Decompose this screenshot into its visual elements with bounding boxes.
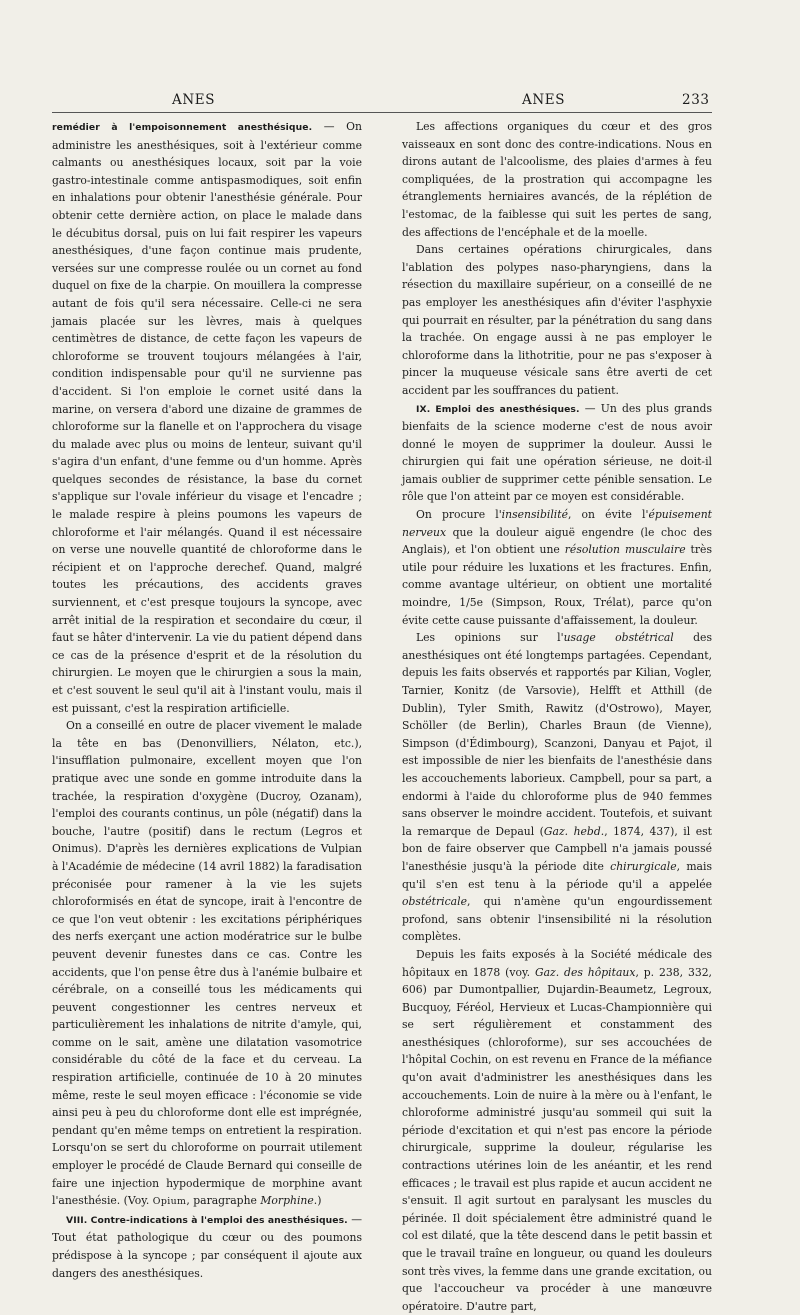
paragraph [402, 629, 712, 946]
italic-term: obstétricale [402, 895, 467, 909]
running-head [0, 92, 800, 112]
italic-citation: Gaz. hebd. [543, 824, 605, 838]
paragraph-text: Dans certaines opérations chirurgicales, dans l'ablation des polypes naso-pharyngiens, dans la résection du maxillaire supérieur, on a conseillé de ne pas employer les anesthésiques afin d'éviter l'asphyxie qui pourrait en résulter, par la pénétration du sang dans la trachée. On engage aussi à ne pas employer le chloroforme dans la lithotritie, pour ne pas s'exposer à pincer la muqueuse vésicale sans être averti de cet accident par les souffrances du patient. [402, 243, 712, 397]
italic-term: usage obstétrical [563, 631, 674, 645]
paragraph [402, 400, 712, 507]
italic-term: insensibilité [501, 508, 568, 522]
right-column [402, 118, 712, 1315]
italic-term: Morphine [260, 1194, 314, 1208]
running-head-left: ANES [172, 92, 216, 108]
paragraph-text: — Un des plus grands bienfaits de la science moderne c'est de nous avoir donné le moyen de supprimer la douleur. Aussi le chirurgien qui fait une opération sérieuse, ne doit-il jamais oublier de supprimer cette pénible sensation. Le rôle que l'on atteint par ce moyen est considérable. [402, 401, 712, 504]
paragraph-text: .) [313, 1194, 322, 1208]
paragraph-text: , p. 238, 332, 606) par Dumontpallier, Dujardin-Beaumetz, Legroux, Bucquoy, Féréol, Hervieux et Lucas-Championnière qui se sert régulièrement et constamment des anesthésiques (chloroforme), sur ses accouchées de l'hôpital Cochin, on est revenu en France de la méfiance qu'on avait d'administrer les anesthésiques dans les accouchements. Loin de nuire à la mère ou à l'enfant, le chloroforme administré jusqu'au sommeil qui suit la période d'excitation et qui n'est pas encore la période chirurgicale, supprime la douleur, régularise les contractions utérines loin de les anéantir, et les rend efficaces ; le travail est plus rapide et aucun accident ne s'ensuit. Il agit surtout en paralysant les muscles du périnée. Il doit spécialement être administré quand le col est dilaté, que la tête descend dans le petit bassin et que le travail traîne en longueur, ou quand les douleurs sont très vives, la femme dans une grande excitation, ou que l'accoucheur va procéder à une manœuvre opératoire. D'autre part, [402, 965, 712, 1313]
paragraph-text: très utile pour réduire les luxations et les fractures. Enfin, comme avantage ultérieur, on obtient une mortalité moindre, 1/5e (Simpson, Roux, Trélat), parce qu'on évite cette cause puissante d'affaissement, la douleur. [402, 543, 712, 627]
paragraph [402, 506, 712, 629]
paragraph-text: Depuis les faits exposés à la Société médicale des hôpitaux en 1878 (voy. [402, 947, 712, 979]
paragraph [52, 118, 362, 717]
italic-term: chirurgicale [610, 859, 677, 873]
section-heading: VIII. Contre-indications à l'emploi des anesthésiques. [66, 1214, 348, 1226]
paragraph-text: Les opinions sur l' [416, 631, 564, 645]
paragraph-text: — Tout état pathologique du cœur ou des poumons prédispose à la syncope ; par conséquent il ajoute aux dangers des anesthésiques. [52, 1212, 362, 1280]
paragraph [402, 946, 712, 1315]
left-column [52, 118, 362, 1282]
paragraph-text: On procure l' [416, 508, 502, 522]
paragraph-text: — On administre les anesthésiques, soit à l'extérieur comme calmants ou anesthésiques locaux, soit par la voie gastro-intestinale comme antispasmodiques, soit enfin en inhalations pour obtenir l'anesthésie générale. Pour obtenir cette dernière action, on place le malade dans le décubitus dorsal, puis on lui fait respirer les vapeurs anesthésiques, d'une façon continue mais prudente, versées sur une compresse roulée ou un cornet au fond duquel on fixe de la charpie. On mouillera la compresse autant de fois qu'il sera nécessaire. Celle-ci ne sera jamais placée sur les lèvres, mais à quelques centimètres de distance, de cette façon les vapeurs de chloroforme se trouvent toujours mélangées à l'air, condition indispensable pour qu'il ne survienne pas d'accident. Si l'on emploie le cornet usité dans la marine, on versera d'abord une dizaine de grammes de chloroforme sur la flanelle et on l'approchera du visage du malade avec plus ou moins de lenteur, suivant qu'il s'agira d'un enfant, d'une femme ou d'un homme. Après quelques secondes de résistance, la base du cornet s'applique sur l'ovale inférieur du visage et l'encadre ; le malade respire à pleins poumons les vapeurs de chloroforme et l'air mélangés. Quand il est nécessaire on verse une nouvelle quantité de chloroforme dans le récipient et on l'approche derechef. Quand, malgré toutes les précautions, des accidents graves surviennent, et c'est presque toujours la syncope, avec arrêt initial de la respiration et secondaire du cœur, il faut se hâter d'intervenir. La vie du patient dépend dans ce cas de la présence d'esprit et de la résolution du chirurgien. Le moyen que le chirurgien a sous la main, et c'est souvent le seul qu'il ait à l'instant voulu, mais il est puissant, c'est la respiration artificielle. [52, 120, 362, 715]
cross-reference: Opium [152, 1196, 187, 1208]
paragraph-text: On a conseillé en outre de placer vivement le malade la tête en bas (Denonvilliers, Nélaton, etc.), l'insufflation pulmonaire, excellent moyen que l'on pratique avec une sonde en gomme introduite dans la trachée, la respiration d'oxygène (Ducroy, Ozanam), l'emploi des courants continus, un pôle (négatif) dans la bouche, l'autre (positif) dans le rectum (Legros et Onimus). D'après les dernières explications de Vulpian à l'Académie de médecine (14 avril 1882) la faradisation préconisée pour ramener à la vie les sujets chloroformisés en état de syncope, irait à l'encontre de ce que l'on veut obtenir : les excitations périphériques des nerfs exerçant une action modératrice sur le bulbe peuvent devenir funestes dans ce cas. Contre les accidents, que l'on pense être dus à l'anémie bulbaire et cérébrale, on a conseillé tous les médicaments qui peuvent congestionner les centres nerveux et particulièrement les inhalations de nitrite d'amyle, qui, comme on le sait, amène une dilatation vasomotrice considérable du côté de la face et du cerveau. La respiration artificielle, continuée de 10 à 20 minutes même, reste le seul moyen efficace : l'économie se vide ainsi peu à peu du chloroforme dont elle est imprégnée, pendant qu'en même temps on entretient la respiration. Lorsqu'on se sert du chloroforme on pourrait utilement employer le procédé de Claude Bernard qui conseille de faire une injection hypodermique de morphine avant l'anesthésie. (Voy. [52, 719, 362, 1208]
paragraph [52, 1211, 362, 1282]
paragraph-text: des anesthésiques ont été longtemps partagées. Cependant, depuis les faits observés et rapportés par Kilian, Vogler, Tarnier, Konitz (de Varsovie), Helfft et Atthill (de Dublin), Tyler Smith, Rawitz (d'Ostrowo), Mayer, Schöller (de Berlin), Charles Braun (de Vienne), Simpson (d'Édimbourg), Scanzoni, Danyau et Pajot, il est impossible de nier les bienfaits de l'anesthésie dans les accouchements laborieux. Campbell, pour sa part, a endormi à l'aide du chloroforme plus de 940 femmes sans observer le moindre accident. Toutefois, et suivant la remarque de Depaul ( [402, 631, 712, 838]
section-heading: remédier à l'empoisonnement anesthésique. [52, 122, 313, 133]
paragraph-text: , 1874, 437), il est bon de faire observer que Campbell n'a jamais poussé l'anesthésie jusqu'à la période dite [402, 824, 712, 873]
paragraph-text: Les affections organiques du cœur et des gros vaisseaux en sont donc des contre-indications. Nous en dirons autant de l'alcoolisme, des plaies d'armes à feu compliquées, de la prostration qui accompagne les étranglements herniaires avancés, de la réplétion de l'estomac, de la faiblesse qui suit les pertes de sang, des affections de l'encéphale et de la moelle. [402, 120, 712, 239]
italic-term: résolution musculaire [564, 543, 686, 557]
paragraph [52, 717, 362, 1211]
running-head-right: ANES [522, 92, 566, 108]
page-number: 233 [682, 92, 710, 108]
paragraph-text: , on évite l' [567, 508, 649, 522]
section-heading: IX. Emploi des anesthésiques. [416, 403, 580, 415]
paragraph-text: , mais qu'il s'en est tenu à la période qu'il a appelée [402, 859, 712, 891]
paragraph-text: que la douleur aiguë engendre (le choc des Anglais), et l'on obtient une [402, 525, 712, 557]
paragraph [402, 241, 712, 399]
paragraph-text: , paragraphe [186, 1194, 261, 1208]
italic-citation: Gaz. des hôpitaux [534, 965, 636, 979]
paragraph-text: , qui n'amène qu'un engourdissement profond, sans obtenir l'insensibilité ni la résolution complètes. [402, 895, 712, 944]
paragraph [402, 118, 712, 241]
italic-term: épuisement nerveux [402, 508, 712, 539]
header-rule [52, 112, 712, 113]
